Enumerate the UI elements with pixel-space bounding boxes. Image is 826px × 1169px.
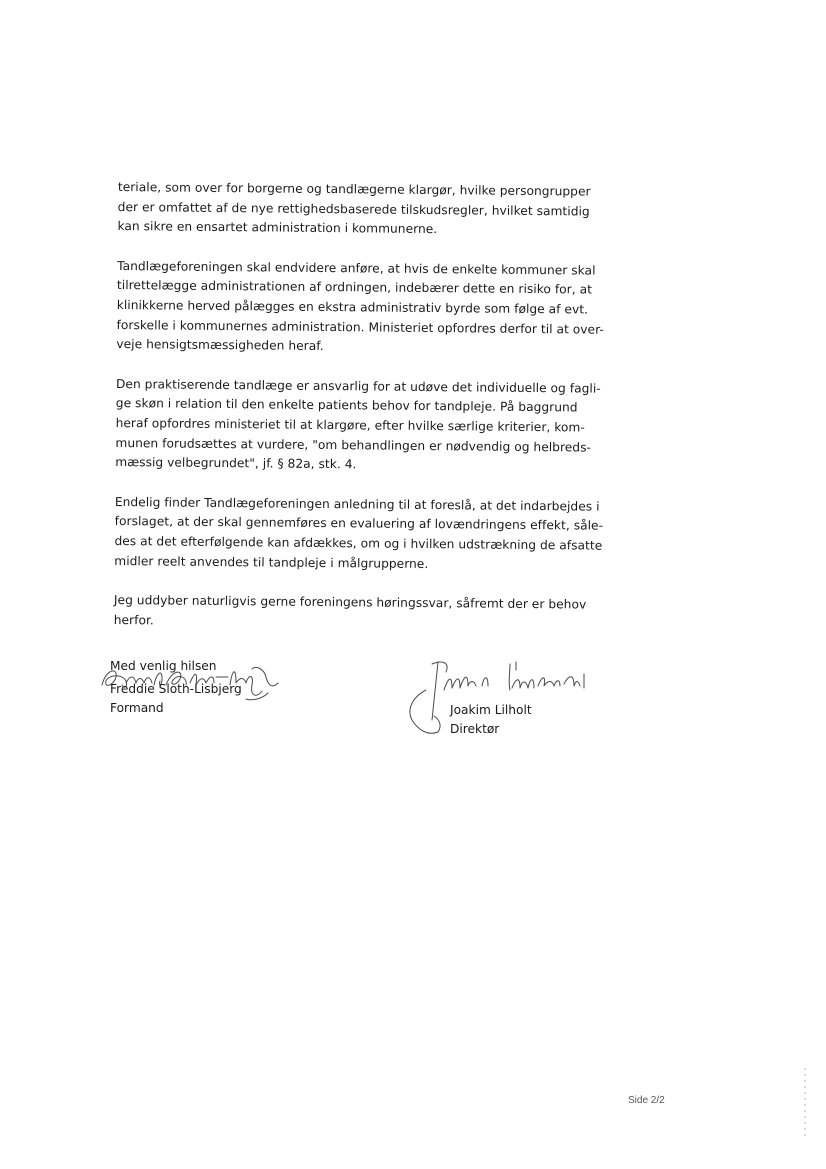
text-line: munen forudsættes at vurdere, "om behandlingen er nødvendig og helbreds- xyxy=(115,435,592,455)
text-line: forslaget, at der skal gennemføres en evaluering af lovændringens effekt, såle- xyxy=(114,514,604,533)
signatory-name: Joakim Lilholt xyxy=(450,703,532,717)
text-line: forskelle i kommunernes administration. Ministeriet opfordres derfor til at over- xyxy=(116,317,604,337)
text-line: Tandlægeforeningen skal endvidere anføre, at hvis de enkelte kommuner skal xyxy=(117,258,596,278)
text-line: heraf opfordres ministeriet til at klargøre, efter hvilke særlige kriterier, kom- xyxy=(115,415,585,435)
text-line: der er omfattet af de nye rettighedsbaserede tilskudsregler, hvilket samtidig xyxy=(117,199,590,219)
letter-body xyxy=(114,178,608,635)
page-number: Side 2/2 xyxy=(628,1095,665,1106)
signatory-left xyxy=(110,657,300,718)
text-line: des at det efterfølgende kan afdækkes, om og i hvilken udstrækning de afsatte xyxy=(114,533,603,553)
paragraph-2 xyxy=(116,257,607,360)
paragraph-4 xyxy=(114,493,605,576)
text-line: teriale, som over for borgerne og tandlægerne klargør, hvilke persongrupper xyxy=(117,179,591,199)
text-line: Jeg uddyber naturligvis gerne foreningens høringssvar, såfremt der er behov xyxy=(113,593,587,612)
text-line: veje hensigtsmæssigheden heraf. xyxy=(116,337,324,354)
signatory-name: Freddie Sloth-Lisbjerg xyxy=(110,682,242,696)
text-line: Endelig finder Tandlægeforeningen anledning til at foreslå, at det indarbejdes i xyxy=(114,494,600,514)
signatory-right xyxy=(450,701,610,739)
signatory-title: Formand xyxy=(110,701,164,715)
text-line: midler reelt anvendes til tandpleje i målgrupperne. xyxy=(114,553,429,571)
signatory-title: Direktør xyxy=(450,722,500,736)
paragraph-1 xyxy=(117,178,608,241)
text-line: tilrettelægge administrationen af ordningen, indebærer dette en risiko for, at xyxy=(116,278,593,297)
paragraph-3 xyxy=(115,375,606,478)
closing-greeting: Med venlig hilsen xyxy=(110,659,217,673)
text-line: kan sikre en ensartet administration i kommunerne. xyxy=(117,219,438,237)
text-line: klinikkerne herved pålægges en ekstra administrativ byrde som følge af evt. xyxy=(116,297,589,317)
text-line: Den praktiserende tandlæge er ansvarlig for at udøve det individuelle og fagli- xyxy=(115,376,601,396)
text-line: herfor. xyxy=(113,612,154,628)
scan-edge-artifact xyxy=(804,1068,806,1140)
paragraph-5 xyxy=(114,591,604,635)
text-line: mæssig velbegrundet", jf. § 82a, stk. 4. xyxy=(115,455,357,472)
text-line: ge skøn i relation til den enkelte patients behov for tandpleje. På baggrund xyxy=(115,396,578,415)
